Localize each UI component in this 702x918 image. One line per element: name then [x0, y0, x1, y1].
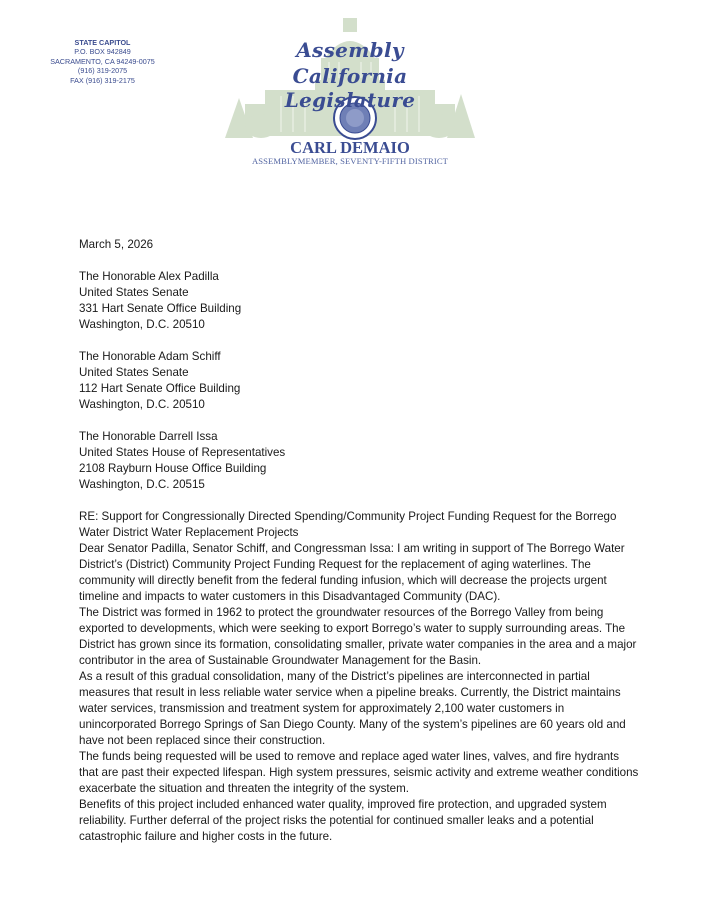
recipient-city: Washington, D.C. 20515: [79, 478, 205, 491]
recipient-address: 331 Hart Senate Office Building: [79, 302, 242, 315]
letterhead-crest: [225, 18, 475, 168]
office-title: STATE CAPITOL: [74, 38, 131, 47]
recipient-city: Washington, D.C. 20510: [79, 398, 205, 411]
body-paragraph: The District was formed in 1962 to protect the groundwater resources of the Borrego Valley from being exported to developments, which were seeking to export Borrego’s water to supply surrounding areas. The District has grown since its formation, consolidating smaller, private water companies in the area and a major contributor in the area of Sustainable Groundwater Management for the Basin.: [79, 606, 637, 667]
body-paragraph: Dear Senator Padilla, Senator Schiff, and Congressman Issa: I am writing in support of The Borrego Water District’s (District) Community Project Funding Request for the replacement of aging waterlines. The community will directly benefit from the federal funding infusion, which will decrease the projects urgent timeline and impacts to water customers in this Disadvantaged Community (DAC).: [79, 542, 625, 603]
recipient-body: United States Senate: [79, 366, 189, 379]
office-fax: FAX (916) 319-2175: [70, 75, 135, 85]
office-address-block: [40, 38, 165, 85]
recipient-name: The Honorable Adam Schiff: [79, 350, 221, 363]
body-paragraph: Benefits of this project included enhanced water quality, improved fire protection, and upgraded system reliability. Further deferral of the project risks the potential for continued smaller leaks and a potential catastrophic failure and higher costs in the future.: [79, 798, 607, 843]
recipient-body: United States Senate: [79, 286, 189, 299]
letter-date: March 5, 2026: [79, 238, 154, 251]
recipient-block: [79, 349, 639, 413]
recipient-city: Washington, D.C. 20510: [79, 318, 205, 331]
org-line-legislature: California Legislature: [284, 64, 416, 112]
letter-body: [79, 237, 639, 845]
recipient-address: 2108 Rayburn House Office Building: [79, 462, 267, 475]
subject-line: RE: Support for Congressionally Directed Spending/Community Project Funding Request for the Borrego Water District Water Replacement Projects: [79, 510, 617, 539]
body-paragraph: The funds being requested will be used to remove and replace aged water lines, valves, and fire hydrants that are past their expected lifespan. High system pressures, seismic activity and extreme weather conditions exacerbate the situation and threaten the integrity of the system.: [79, 750, 639, 795]
member-title: ASSEMBLYMEMBER, SEVENTY-FIFTH DISTRICT: [251, 156, 449, 166]
office-city: SACRAMENTO, CA 94249-0075: [50, 56, 155, 66]
recipient-name: The Honorable Alex Padilla: [79, 270, 219, 283]
recipient-name: The Honorable Darrell Issa: [79, 430, 218, 443]
body-paragraph: As a result of this gradual consolidation, many of the District’s pipelines are interconnected in partial measures that result in less reliable water service when a pipeline breaks. Currently, the District maintains water services, transmission and treatment system for approximately 2,100 water customers in unincorporated Borrego Springs of San Diego County. Many of the system’s pipelines are 60 years old and have not been replaced since their construction.: [79, 670, 626, 747]
recipient-body: United States House of Representatives: [79, 446, 286, 459]
office-po-box: P.O. BOX 942849: [74, 47, 131, 57]
office-phone: (916) 319-2075: [77, 66, 128, 76]
recipient-address: 112 Hart Senate Office Building: [79, 382, 241, 395]
recipient-block: [79, 429, 639, 493]
member-name: CARL DEMAIO: [290, 138, 410, 157]
org-line-assembly: Assembly: [296, 38, 404, 62]
recipient-block: [79, 269, 639, 333]
